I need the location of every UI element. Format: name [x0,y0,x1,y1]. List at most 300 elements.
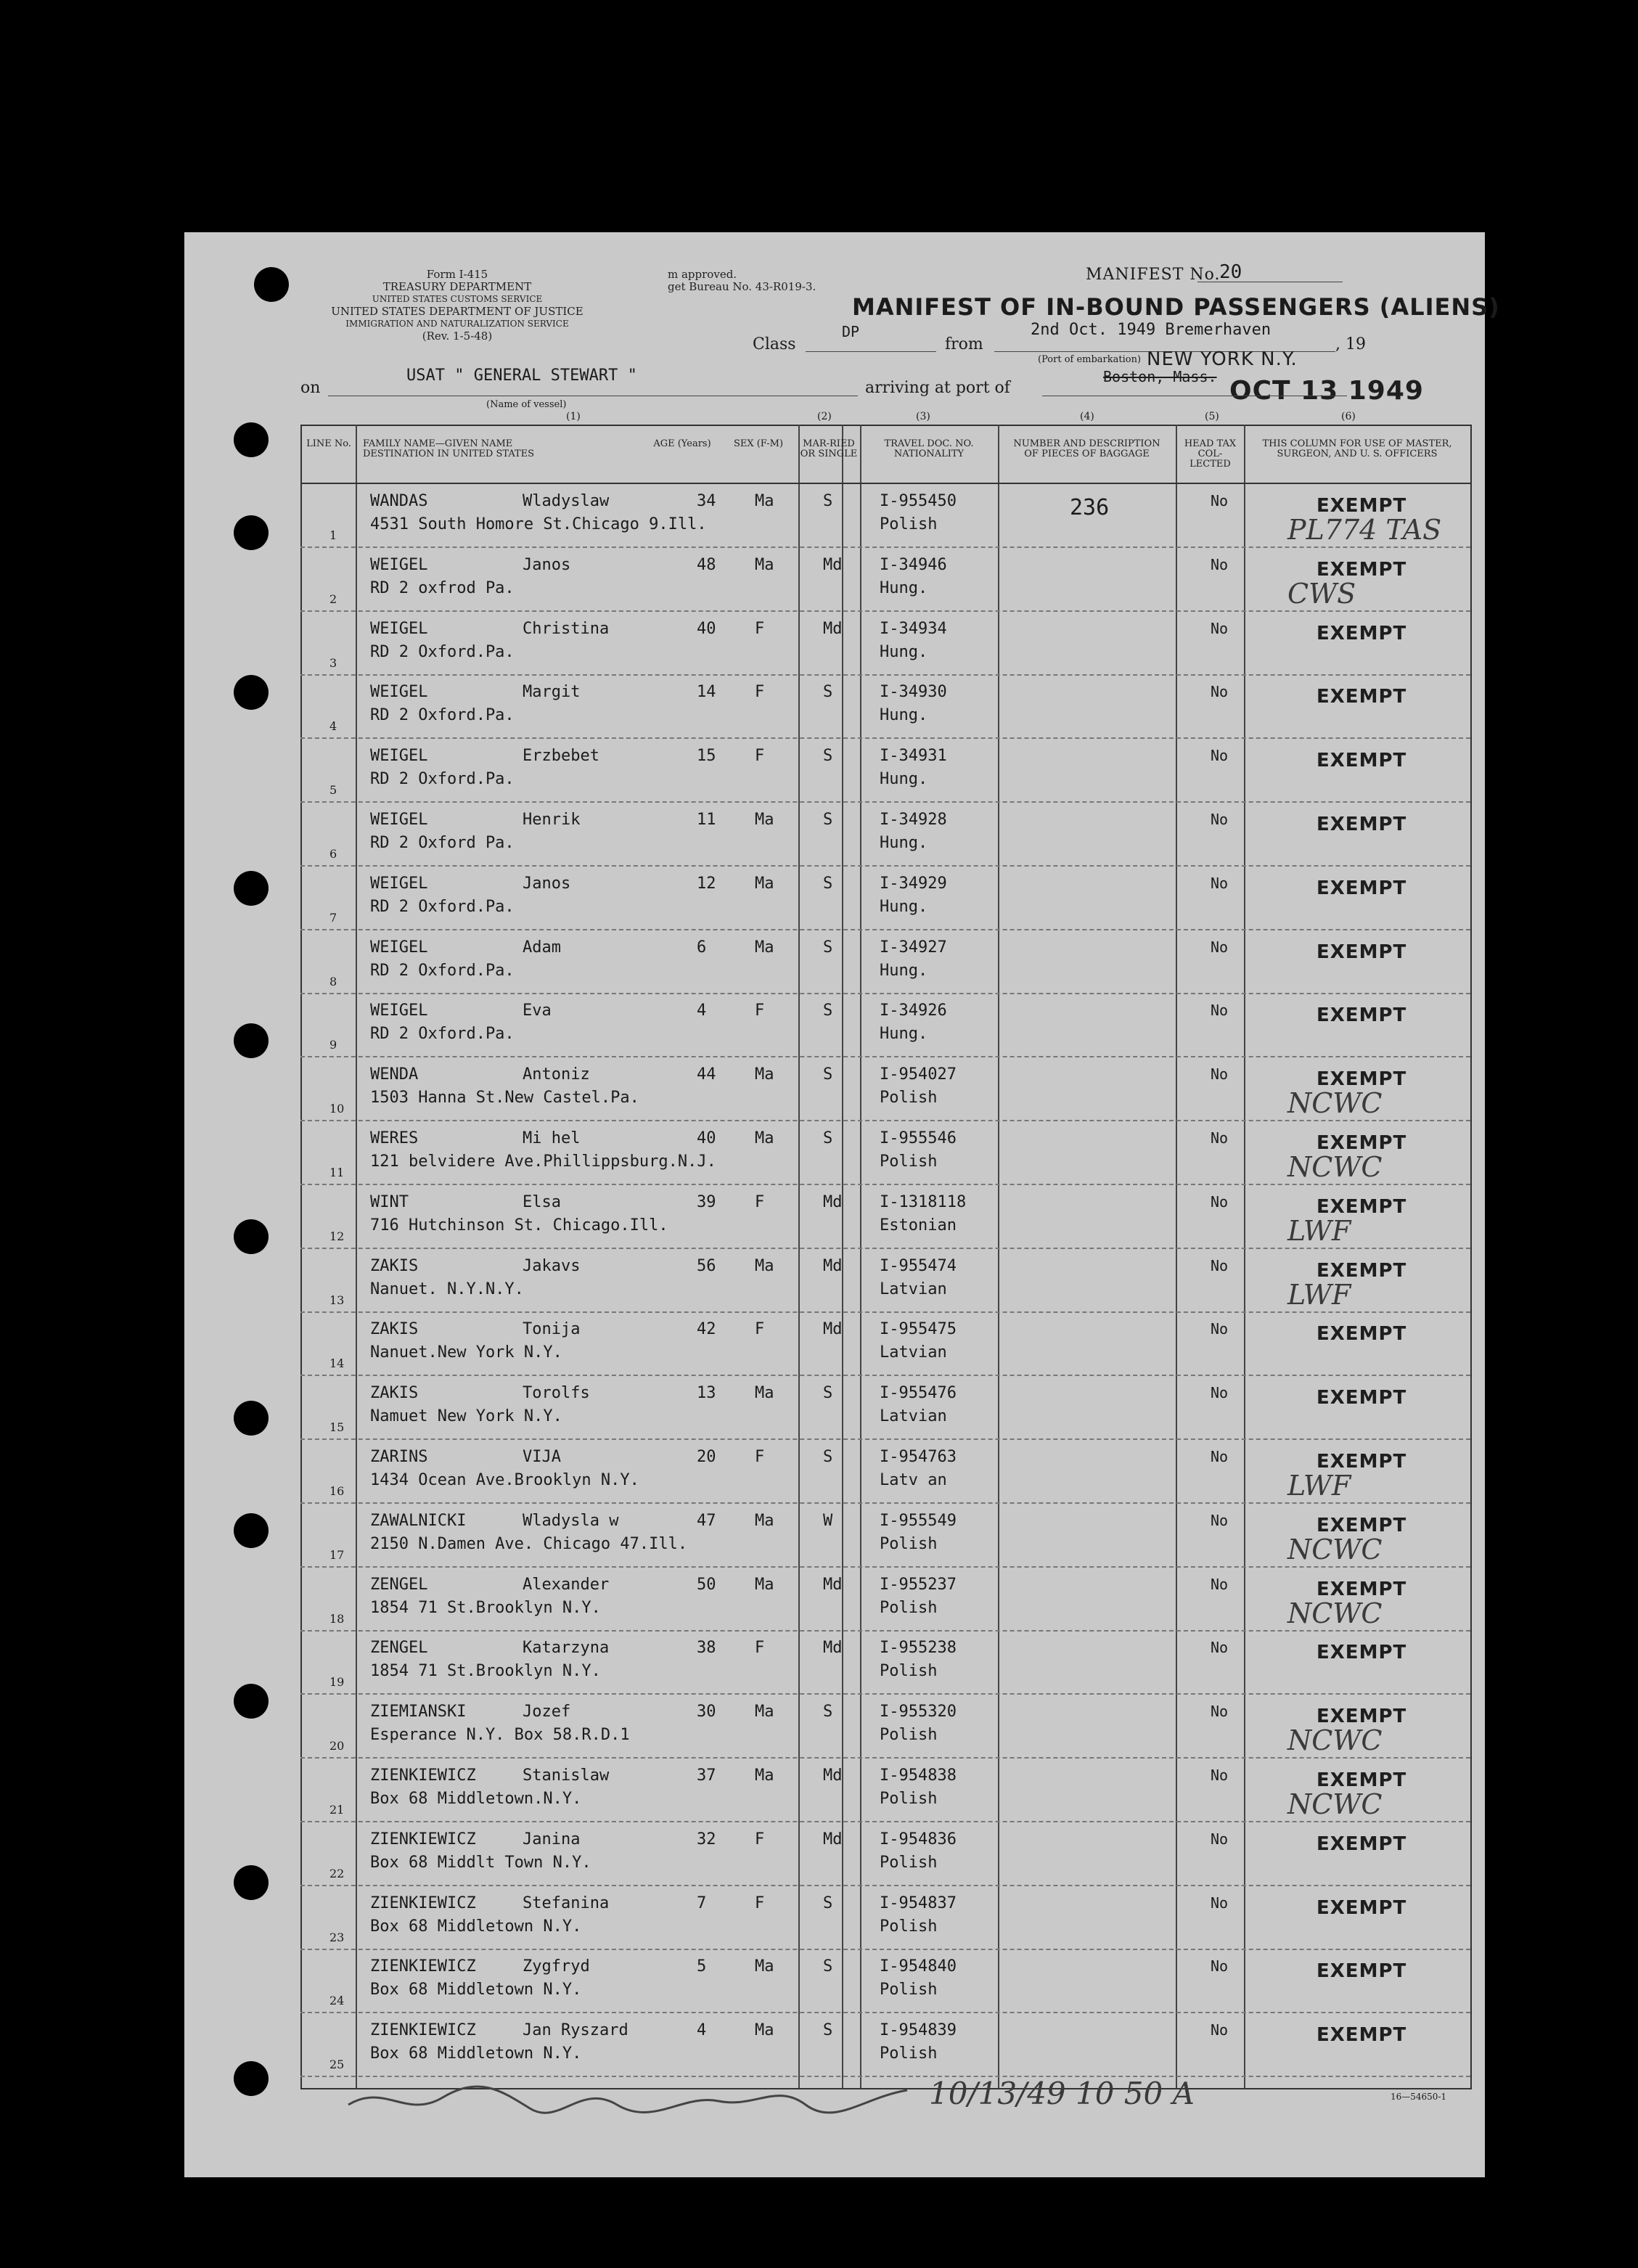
travel-doc-number: I-34930 [880,683,947,702]
line-number: 16 [329,1484,345,1498]
age: 34 [697,492,716,510]
officer-note: NCWC [1287,1597,1383,1629]
col-head-line: LINE No. [306,438,351,449]
line-number: 8 [329,974,337,988]
travel-doc-number: I-34927 [880,938,947,957]
given-name: Adam [523,938,561,957]
marital-status: Md [823,1575,843,1594]
sex: Ma [755,492,774,510]
destination: RD 2 Oxford.Pa. [370,642,515,661]
line-number: 19 [329,1675,345,1690]
form-number: Form I-415 [426,268,488,281]
travel-doc-number: I-34946 [880,555,947,574]
punch-hole [234,1684,269,1719]
head-tax: No [1211,1129,1229,1147]
exempt-stamp: EXEMPT [1316,1132,1407,1154]
sex: Ma [755,1703,774,1722]
row-separator [300,674,1470,676]
family-name: WEIGEL [370,747,428,766]
table-row [300,1122,1470,1185]
row-separator [300,1885,1470,1886]
officer-note: LWF [1287,1470,1351,1502]
officer-note: CWS [1287,577,1356,610]
family-name: ZARINS [370,1448,428,1466]
head-tax: No [1211,683,1229,701]
head-tax: No [1211,1320,1229,1338]
destination: 121 belvidere Ave.Phillippsburg.N.J. [370,1153,716,1171]
head-tax: No [1211,619,1229,637]
marital-status: W [823,1511,833,1530]
officer-note: NCWC [1287,1533,1383,1565]
row-separator [300,1184,1470,1185]
age: 47 [697,1511,716,1530]
row-separator [300,1949,1470,1950]
marital-status: S [823,2021,833,2040]
nationality: Polish [880,1790,938,1808]
exempt-stamp: EXEMPT [1316,941,1407,963]
head-tax: No [1211,1575,1229,1593]
exempt-stamp: EXEMPT [1316,877,1407,899]
row-separator [300,1438,1470,1440]
row-separator [300,1566,1470,1568]
sex: Ma [755,1384,774,1403]
col-num-4: (4) [1080,411,1094,422]
given-name: Tonija [523,1320,581,1339]
vessel-name: USAT " GENERAL STEWART " [406,367,637,385]
line-number: 13 [329,1293,345,1307]
travel-doc-number: I-954837 [880,1894,957,1912]
destination: 1854 71 St.Brooklyn N.Y. [370,1662,601,1681]
travel-doc-number: I-954838 [880,1766,957,1785]
sex: Ma [755,1575,774,1594]
family-name: ZIENKIEWICZ [370,1766,476,1785]
head-tax: No [1211,1957,1229,1976]
marital-status: S [823,1703,833,1722]
sex: Ma [755,874,774,893]
marital-status: Md [823,555,843,574]
line-number: 12 [329,1229,345,1243]
given-name: Stefanina [523,1894,610,1912]
family-name: ZAKIS [370,1320,419,1339]
age: 42 [697,1320,716,1339]
col-head-tax: HEAD TAX COL-LECTED [1184,438,1237,470]
row-separator [300,1693,1470,1695]
head-tax: No [1211,1002,1229,1020]
destination: Box 68 Middletown N.Y. [370,1981,582,1999]
destination: RD 2 oxfrod Pa. [370,578,515,597]
age: 11 [697,811,716,829]
col-head-name: FAMILY NAME—GIVEN NAME DESTINATION IN UNITED STATES [363,438,535,459]
table-row [300,994,1470,1057]
exempt-stamp: EXEMPT [1316,1259,1407,1282]
age: 20 [697,1448,716,1466]
nationality: Hung. [880,834,928,852]
table-row [300,1695,1470,1759]
punch-hole [234,2061,269,2096]
destination: 716 Hutchinson St. Chicago.Ill. [370,1216,668,1235]
nationality: Hung. [880,770,928,789]
marital-status: Md [823,1320,843,1339]
signature-scribble [341,2076,922,2126]
sex: Ma [755,1766,774,1785]
punch-hole [234,675,269,710]
table-row [300,1887,1470,1950]
col-head-travel: TRAVEL DOC. NO. NATIONALITY [884,438,974,459]
exempt-stamp: EXEMPT [1316,1642,1407,1664]
punch-hole [234,1023,269,1058]
col-num-1: (1) [566,411,581,422]
family-name: WERES [370,1129,419,1147]
age: 56 [697,1256,716,1275]
officer-note: NCWC [1287,1788,1383,1820]
nationality: Polish [880,1917,938,1936]
line-number: 5 [329,783,337,798]
age: 32 [697,1830,716,1849]
marital-status: Md [823,1192,843,1211]
travel-doc-number: I-1318118 [880,1192,967,1211]
nationality: Hung. [880,578,928,597]
table-row [300,867,1470,930]
punch-hole [234,1513,269,1548]
destination: 1854 71 St.Brooklyn N.Y. [370,1598,601,1617]
travel-doc-number: I-954027 [880,1065,957,1084]
exempt-stamp: EXEMPT [1316,750,1407,772]
treasury-dept: TREASURY DEPARTMENT [382,280,532,293]
given-name: Margit [523,683,581,702]
table-row [300,1505,1470,1568]
marital-status: S [823,1957,833,1976]
nationality: Polish [880,1981,938,1999]
marital-status: S [823,1129,833,1147]
nationality: Polish [880,1089,938,1108]
age: 50 [697,1575,716,1594]
age: 44 [697,1065,716,1084]
row-separator [300,737,1470,739]
age: 40 [697,619,716,638]
destination: Box 68 Middletown.N.Y. [370,1790,582,1808]
budget-line-1: m approved. [668,268,737,281]
family-name: WEIGEL [370,938,428,957]
given-name: Antoniz [523,1065,590,1084]
marital-status: S [823,1384,833,1403]
head-tax: No [1211,1511,1229,1529]
family-name: WEIGEL [370,555,428,574]
arriving-port: NEW YORK N.Y. [1147,348,1298,370]
family-name: WEIGEL [370,683,428,702]
given-name: Mi hel [523,1129,581,1147]
destination: 4531 South Homore St.Chicago 9.Ill. [370,515,707,533]
marital-status: Md [823,1766,843,1785]
given-name: Katarzyna [523,1639,610,1658]
age: 15 [697,747,716,766]
family-name: ZENGEL [370,1639,428,1658]
exempt-stamp: EXEMPT [1316,686,1407,708]
row-separator [300,1311,1470,1313]
head-tax: No [1211,1384,1229,1402]
given-name: Jozef [523,1703,571,1722]
sex: F [755,1830,765,1849]
manifest-number: 20 [1219,261,1242,283]
sex: Ma [755,938,774,957]
marital-status: S [823,683,833,702]
head-tax: No [1211,1065,1229,1084]
row-separator [300,546,1470,548]
exempt-stamp: EXEMPT [1316,1833,1407,1855]
travel-doc-number: I-955475 [880,1320,957,1339]
given-name: Alexander [523,1575,610,1594]
age: 4 [697,1002,707,1020]
line-number: 4 [329,719,337,734]
customs-service: UNITED STATES CUSTOMS SERVICE [372,294,543,304]
arriving-label: arriving at port of [865,379,1010,397]
destination: 1434 Ocean Ave.Brooklyn N.Y. [370,1471,639,1489]
line-number: 22 [329,1866,345,1880]
head-tax: No [1211,811,1229,828]
age: 6 [697,938,707,957]
line-number: 18 [329,1611,345,1626]
table-row [300,613,1470,676]
exempt-stamp: EXEMPT [1316,1195,1407,1218]
head-tax: No [1211,1639,1229,1657]
row-separator [300,929,1470,930]
table-row [300,676,1470,739]
travel-doc-number: I-34931 [880,747,947,766]
officer-note: NCWC [1287,1087,1383,1120]
budget-note [668,269,816,293]
from-value: 2nd Oct. 1949 Bremerhaven [1031,321,1272,339]
nationality: Latvian [880,1343,947,1362]
marital-status: Md [823,619,843,638]
table-row [300,1058,1470,1121]
family-name: WEIGEL [370,874,428,893]
sex: F [755,683,765,702]
nationality: Polish [880,515,938,533]
marital-status: S [823,1448,833,1466]
family-name: ZIENKIEWICZ [370,1957,476,1976]
punch-hole [234,422,269,457]
row-separator [300,1502,1470,1504]
col-head-age: AGE (Years) [653,438,711,449]
given-name: Elsa [523,1192,561,1211]
sex: F [755,1002,765,1020]
destination: RD 2 Oxford.Pa. [370,770,515,789]
table-row [300,1250,1470,1313]
destination: Box 68 Middletown N.Y. [370,2044,582,2063]
line-number: 17 [329,1547,345,1562]
head-tax: No [1211,1894,1229,1912]
col-num-6: (6) [1341,411,1356,422]
marital-status: S [823,1002,833,1020]
exempt-stamp: EXEMPT [1316,1769,1407,1791]
vessel-label: (Name of vessel) [486,399,567,410]
travel-doc-number: I-955320 [880,1703,957,1722]
travel-doc-number: I-34928 [880,811,947,829]
row-separator [300,1248,1470,1249]
nationality: Latvian [880,1280,947,1298]
travel-doc-number: I-955549 [880,1511,957,1530]
given-name: Eva [523,1002,552,1020]
destination: RD 2 Oxford.Pa. [370,706,515,725]
form-revision: (Rev. 1-5-48) [422,329,493,343]
sex: F [755,1894,765,1912]
budget-line-2: get Bureau No. 43-R019-3. [668,280,816,293]
col-num-2: (2) [817,411,832,422]
exempt-stamp: EXEMPT [1316,1578,1407,1600]
destination: Namuet New York N.Y. [370,1407,562,1426]
justice-dept: UNITED STATES DEPARTMENT OF JUSTICE [331,305,583,318]
sex: F [755,1448,765,1466]
travel-doc-number: I-955476 [880,1384,957,1403]
arrival-date-stamp: OCT 13 1949 [1229,376,1424,406]
travel-doc-number: I-955450 [880,492,957,510]
table-row [300,1313,1470,1376]
age: 12 [697,874,716,893]
punch-hole [234,1865,269,1900]
nationality: Polish [880,1853,938,1872]
line-number: 15 [329,1420,345,1435]
sex: F [755,1192,765,1211]
family-name: ZIENKIEWICZ [370,1830,476,1849]
given-name: Christina [523,619,610,638]
given-name: Janos [523,874,571,893]
travel-doc-number: I-954763 [880,1448,957,1466]
head-tax: No [1211,1192,1229,1211]
given-name: Jan Ryszard [523,2021,628,2040]
head-tax: No [1211,938,1229,956]
line-number: 6 [329,847,337,861]
travel-doc-number: I-34934 [880,619,947,638]
destination: Nanuet. N.Y.N.Y. [370,1280,524,1298]
nationality: Hung. [880,642,928,661]
row-separator [300,1757,1470,1759]
given-name: Stanislaw [523,1766,610,1785]
table-row [300,1441,1470,1504]
line-number: 2 [329,591,337,606]
family-name: ZAKIS [370,1384,419,1403]
immigration-service: IMMIGRATION AND NATURALIZATION SERVICE [345,319,569,329]
travel-doc-number: I-955238 [880,1639,957,1658]
col-head-sex: SEX (F-M) [733,438,784,449]
row-separator [300,801,1470,803]
class-label: Class [753,335,796,353]
line-number: 1 [329,528,337,542]
nationality: Hung. [880,961,928,980]
row-separator [300,865,1470,867]
nationality: Polish [880,1534,938,1553]
row-separator [300,610,1470,612]
travel-doc-number: I-955237 [880,1575,957,1594]
family-name: ZIENKIEWICZ [370,2021,476,2040]
inspector-signature: 10/13/49 10 50 A [929,2076,1195,2111]
col-head-married: MAR-RIED OR SINGLE [800,438,858,459]
line-number: 3 [329,655,337,670]
destination: Nanuet.New York N.Y. [370,1343,562,1362]
travel-doc-number: I-954840 [880,1957,957,1976]
table-row [300,2014,1470,2077]
exempt-stamp: EXEMPT [1316,558,1407,581]
line-number: 25 [329,2058,345,2072]
sex: Ma [755,811,774,829]
head-tax: No [1211,492,1229,509]
line-number: 10 [329,1102,345,1116]
nationality: Polish [880,1153,938,1171]
destination: Box 68 Middlt Town N.Y. [370,1853,591,1872]
table-row [300,1632,1470,1695]
row-separator [300,1120,1470,1121]
head-tax: No [1211,1448,1229,1465]
travel-doc-number: I-955546 [880,1129,957,1147]
exempt-stamp: EXEMPT [1316,1896,1407,1919]
travel-doc-number: I-34926 [880,1002,947,1020]
marital-status: S [823,811,833,829]
marital-status: S [823,747,833,766]
marital-status: Md [823,1639,843,1658]
col-head-officers: THIS COLUMN FOR USE OF MASTER, SURGEON, AND U. S. OFFICERS [1262,438,1452,459]
sex: F [755,747,765,766]
head-tax: No [1211,555,1229,573]
family-name: WEIGEL [370,811,428,829]
row-separator [300,2012,1470,2013]
officer-note: LWF [1287,1214,1351,1247]
nationality: Polish [880,1598,938,1617]
head-tax: No [1211,747,1229,765]
sex: F [755,1639,765,1658]
destination: Esperance N.Y. Box 58.R.D.1 [370,1726,630,1745]
table-row [300,1759,1470,1822]
sex: F [755,619,765,638]
family-name: WENDA [370,1065,419,1084]
line-number: 20 [329,1739,345,1753]
age: 13 [697,1384,716,1403]
row-separator [300,993,1470,994]
destination: Box 68 Middletown N.Y. [370,1917,582,1936]
given-name: Erzbebet [523,747,599,766]
family-name: WINT [370,1192,409,1211]
given-name: Jakavs [523,1256,581,1275]
row-separator [300,1821,1470,1822]
travel-doc-number: I-954836 [880,1830,957,1849]
age: 14 [697,683,716,702]
marital-status: S [823,874,833,893]
arriving-port-struck: Boston, Mass. [1103,368,1217,385]
given-name: Janos [523,555,571,574]
exempt-stamp: EXEMPT [1316,622,1407,644]
line-number: 24 [329,1994,345,2008]
row-separator [300,1375,1470,1376]
punch-hole [234,1219,269,1254]
family-name: ZENGEL [370,1575,428,1594]
family-name: WEIGEL [370,619,428,638]
destination: RD 2 Oxford.Pa. [370,897,515,916]
travel-doc-number: I-955474 [880,1256,957,1275]
table-row [300,1950,1470,2013]
table-row [300,740,1470,803]
exempt-stamp: EXEMPT [1316,1451,1407,1473]
age: 7 [697,1894,707,1912]
punch-hole [234,515,269,550]
line-number: 14 [329,1356,345,1371]
document-title: MANIFEST OF IN-BOUND PASSENGERS (ALIENS) [852,293,1500,321]
marital-status: S [823,492,833,510]
head-tax: No [1211,1256,1229,1274]
travel-doc-number: I-34929 [880,874,947,893]
head-tax: No [1211,2021,1229,2039]
line-number: 21 [329,1803,345,1817]
given-name: Zygfryd [523,1957,590,1976]
sex: Ma [755,1256,774,1275]
head-tax: No [1211,1766,1229,1784]
head-tax: No [1211,1830,1229,1848]
